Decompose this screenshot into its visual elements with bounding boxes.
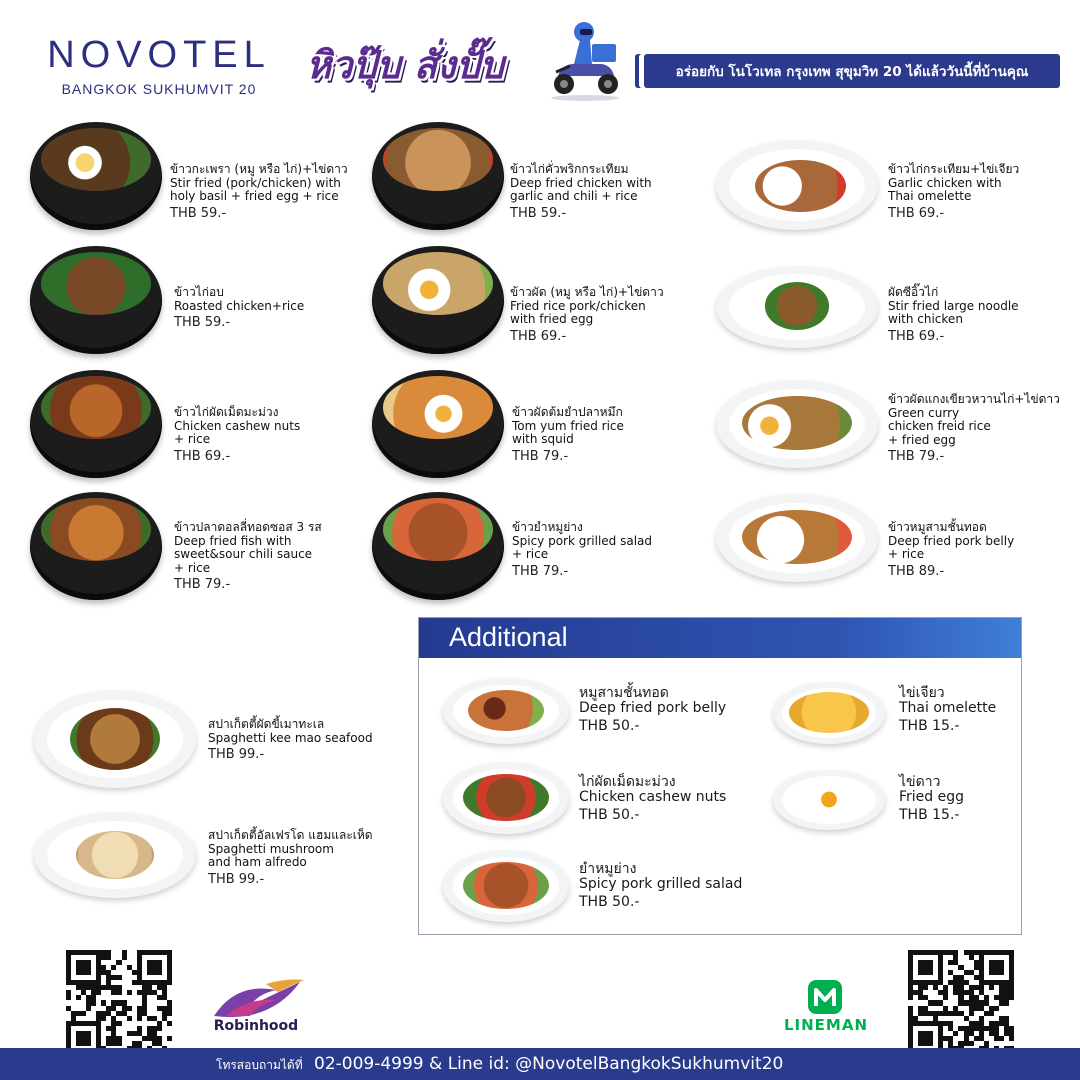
menu-item-english-name: Garlic chicken with Thai omelette bbox=[888, 175, 1002, 203]
menu-item bbox=[888, 286, 1019, 343]
additional-item bbox=[579, 775, 726, 823]
menu-item-thai-name: ข้าวไก่อบ bbox=[174, 285, 224, 299]
menu-item-english-name: Tom yum fried rice with squid bbox=[512, 418, 624, 446]
menu-item-english-name: Stir fried large noodle with chicken bbox=[888, 298, 1019, 326]
additional-item bbox=[899, 686, 996, 734]
additional-item-price: THB 15.- bbox=[899, 718, 960, 734]
menu-item bbox=[512, 406, 624, 463]
dish-photo bbox=[716, 380, 878, 468]
dish-photo bbox=[716, 494, 878, 582]
menu-item-price: THB 59.- bbox=[174, 315, 231, 330]
brand-subtitle: BANGKOK SUKHUMVIT 20 bbox=[61, 81, 257, 97]
menu-item-thai-name: สปาเก็ตตี้ผัดขี้เมาทะเล bbox=[208, 717, 325, 731]
menu-item-english-name: Green curry chicken freid rice + fried egg bbox=[888, 405, 991, 447]
qr-code-icon bbox=[908, 950, 1014, 1056]
menu-item-english-name: Roasted chicken+rice bbox=[174, 298, 305, 313]
menu-item-english-name: Deep fried pork belly + rice bbox=[888, 533, 1015, 561]
menu-item-thai-name: ข้าวปลาดอลลี่ทอดซอส 3 รส bbox=[174, 520, 322, 534]
menu-item-english-name: Spaghetti kee mao seafood bbox=[208, 730, 373, 745]
additional-item-english-name: Thai omelette bbox=[899, 700, 997, 716]
menu-item-price: THB 69.- bbox=[510, 328, 567, 344]
menu-item bbox=[888, 521, 1014, 578]
additional-item-price: THB 50.- bbox=[579, 807, 640, 823]
menu-item-price: THB 59.- bbox=[170, 205, 227, 221]
menu-item-price: THB 69.- bbox=[888, 328, 945, 344]
menu-item-english-name: Deep fried chicken with garlic and chili + rice bbox=[510, 175, 652, 203]
additional-item-thai-name: ไก่ผัดเม็ดมะม่วง bbox=[579, 774, 676, 790]
menu-item bbox=[174, 406, 300, 463]
robinhood-label: Robinhood bbox=[213, 1018, 299, 1034]
additional-item-thai-name: ไข่เจียว bbox=[899, 685, 945, 701]
dish-photo bbox=[30, 246, 162, 354]
additional-item-english-name: Spicy pork grilled salad bbox=[579, 876, 743, 892]
menu-item-price: THB 69.- bbox=[174, 448, 231, 464]
dish-photo bbox=[716, 266, 878, 348]
additional-panel bbox=[418, 617, 1022, 935]
footer-contact-details: 02-009-4999 & Line id: @NovotelBangkokSukhumvit20 bbox=[314, 1054, 784, 1074]
additional-item-english-name: Chicken cashew nuts bbox=[579, 789, 727, 805]
menu-item bbox=[510, 163, 652, 220]
menu-item-thai-name: สปาเก็ตตี้อัลเฟรโด แฮมและเห็ด bbox=[208, 828, 373, 842]
dish-photo bbox=[716, 140, 878, 230]
additional-title: Additional bbox=[449, 622, 568, 652]
menu-item-thai-name: ข้าวกะเพรา (หมู หรือ ไก่)+ไข่ดาว bbox=[170, 162, 348, 176]
additional-item-price: THB 50.- bbox=[579, 718, 640, 734]
lineman-label: LINEMAN bbox=[783, 1016, 869, 1034]
menu-item-price: THB 79.- bbox=[174, 577, 231, 592]
additional-item bbox=[579, 862, 742, 910]
menu-item bbox=[208, 829, 373, 886]
menu-item-thai-name: ข้าวไก่กระเทียม+ไข่เจียว bbox=[888, 162, 1020, 176]
dish-photo bbox=[372, 370, 504, 478]
menu-item-price: THB 99.- bbox=[208, 747, 265, 762]
menu-item bbox=[888, 163, 1019, 220]
additional-item-price: THB 15.- bbox=[899, 807, 960, 823]
additional-item bbox=[579, 686, 726, 734]
additional-header bbox=[419, 618, 1021, 658]
menu-item-thai-name: ข้าวผัดแกงเขียวหวานไก่+ไข่ดาว bbox=[888, 392, 1060, 406]
additional-item-price: THB 50.- bbox=[579, 894, 640, 910]
additional-item-english-name: Deep fried pork belly bbox=[579, 700, 727, 716]
menu-item-thai-name: ข้าวยำหมูย่าง bbox=[512, 520, 583, 534]
footer-contact-label: โทรสอบถามได้ที่ bbox=[216, 1058, 303, 1072]
dish-photo bbox=[372, 246, 504, 354]
dish-photo bbox=[34, 690, 196, 788]
menu-item-thai-name: ผัดซีอิ๊วไก่ bbox=[888, 285, 939, 299]
delivery-rider-icon bbox=[540, 14, 630, 104]
dish-photo bbox=[30, 370, 162, 478]
menu-item-thai-name: ข้าวผัด (หมู หรือ ไก่)+ไข่ดาว bbox=[510, 285, 664, 299]
menu-item-price: THB 79.- bbox=[512, 448, 569, 464]
dish-photo bbox=[773, 682, 885, 744]
menu-item bbox=[174, 286, 304, 330]
brand-name: NOVOTEL bbox=[47, 34, 271, 76]
qr-code-icon bbox=[66, 950, 172, 1056]
menu-item bbox=[170, 163, 348, 220]
brand-logo bbox=[34, 34, 284, 97]
campaign-title: หิวปุ๊บ สั่งปั๊บ bbox=[306, 43, 504, 87]
additional-item-thai-name: ไข่ดาว bbox=[899, 774, 941, 790]
dish-photo bbox=[372, 492, 504, 600]
additional-item bbox=[899, 775, 964, 823]
menu-item bbox=[512, 521, 652, 578]
menu-item-price: THB 89.- bbox=[888, 563, 945, 579]
footer-contact bbox=[216, 1054, 783, 1075]
dish-photo bbox=[443, 850, 569, 922]
additional-item-thai-name: หมูสามชั้นทอด bbox=[579, 685, 669, 701]
dish-photo bbox=[773, 770, 885, 830]
menu-item-english-name: Chicken cashew nuts + rice bbox=[174, 418, 301, 446]
qr-code-right[interactable] bbox=[902, 944, 1020, 1062]
menu-item-english-name: Deep fried fish with sweet&sour chili sauce + rice bbox=[174, 533, 313, 575]
dish-photo bbox=[30, 492, 162, 600]
additional-item-english-name: Fried egg bbox=[899, 789, 965, 805]
menu-item-price: THB 59.- bbox=[510, 205, 567, 221]
menu-item bbox=[208, 718, 373, 762]
menu-item-thai-name: ข้าวผัดต้มยำปลาหมึก bbox=[512, 405, 623, 419]
menu-item-english-name: Stir fried (pork/chicken) with holy basil + fried egg + rice bbox=[170, 175, 341, 203]
menu-item-price: THB 79.- bbox=[512, 563, 569, 579]
dish-photo bbox=[34, 812, 196, 898]
additional-item-thai-name: ยำหมูย่าง bbox=[579, 861, 637, 877]
menu-item-thai-name: ข้าวหมูสามชั้นทอด bbox=[888, 520, 987, 534]
dish-photo bbox=[443, 678, 569, 744]
dish-photo bbox=[372, 122, 504, 230]
menu-item-price: THB 99.- bbox=[208, 871, 265, 887]
dish-photo bbox=[443, 762, 569, 834]
menu-item bbox=[510, 286, 664, 343]
menu-item bbox=[888, 393, 1060, 464]
menu-item-english-name: Fried rice pork/chicken with fried egg bbox=[510, 298, 646, 326]
menu-item-thai-name: ข้าวไก่คั่วพริกกระเทียม bbox=[510, 162, 629, 176]
menu-item bbox=[174, 521, 322, 592]
menu-item-price: THB 79.- bbox=[888, 449, 945, 464]
menu-item-price: THB 69.- bbox=[888, 205, 945, 221]
menu-item-english-name: Spaghetti mushroom and ham alfredo bbox=[208, 841, 334, 869]
menu-item-thai-name: ข้าวไก่ผัดเม็ดมะม่วง bbox=[174, 405, 279, 419]
dish-photo bbox=[30, 122, 162, 230]
menu-item-english-name: Spicy pork grilled salad + rice bbox=[512, 533, 653, 561]
qr-code-left[interactable] bbox=[60, 944, 178, 1062]
tagline-banner: อร่อยกับ โนโวเทล กรุงเทพ สุขุมวิท 20 ได้แล้ววันนี้ที่บ้านคุณ bbox=[644, 54, 1060, 88]
